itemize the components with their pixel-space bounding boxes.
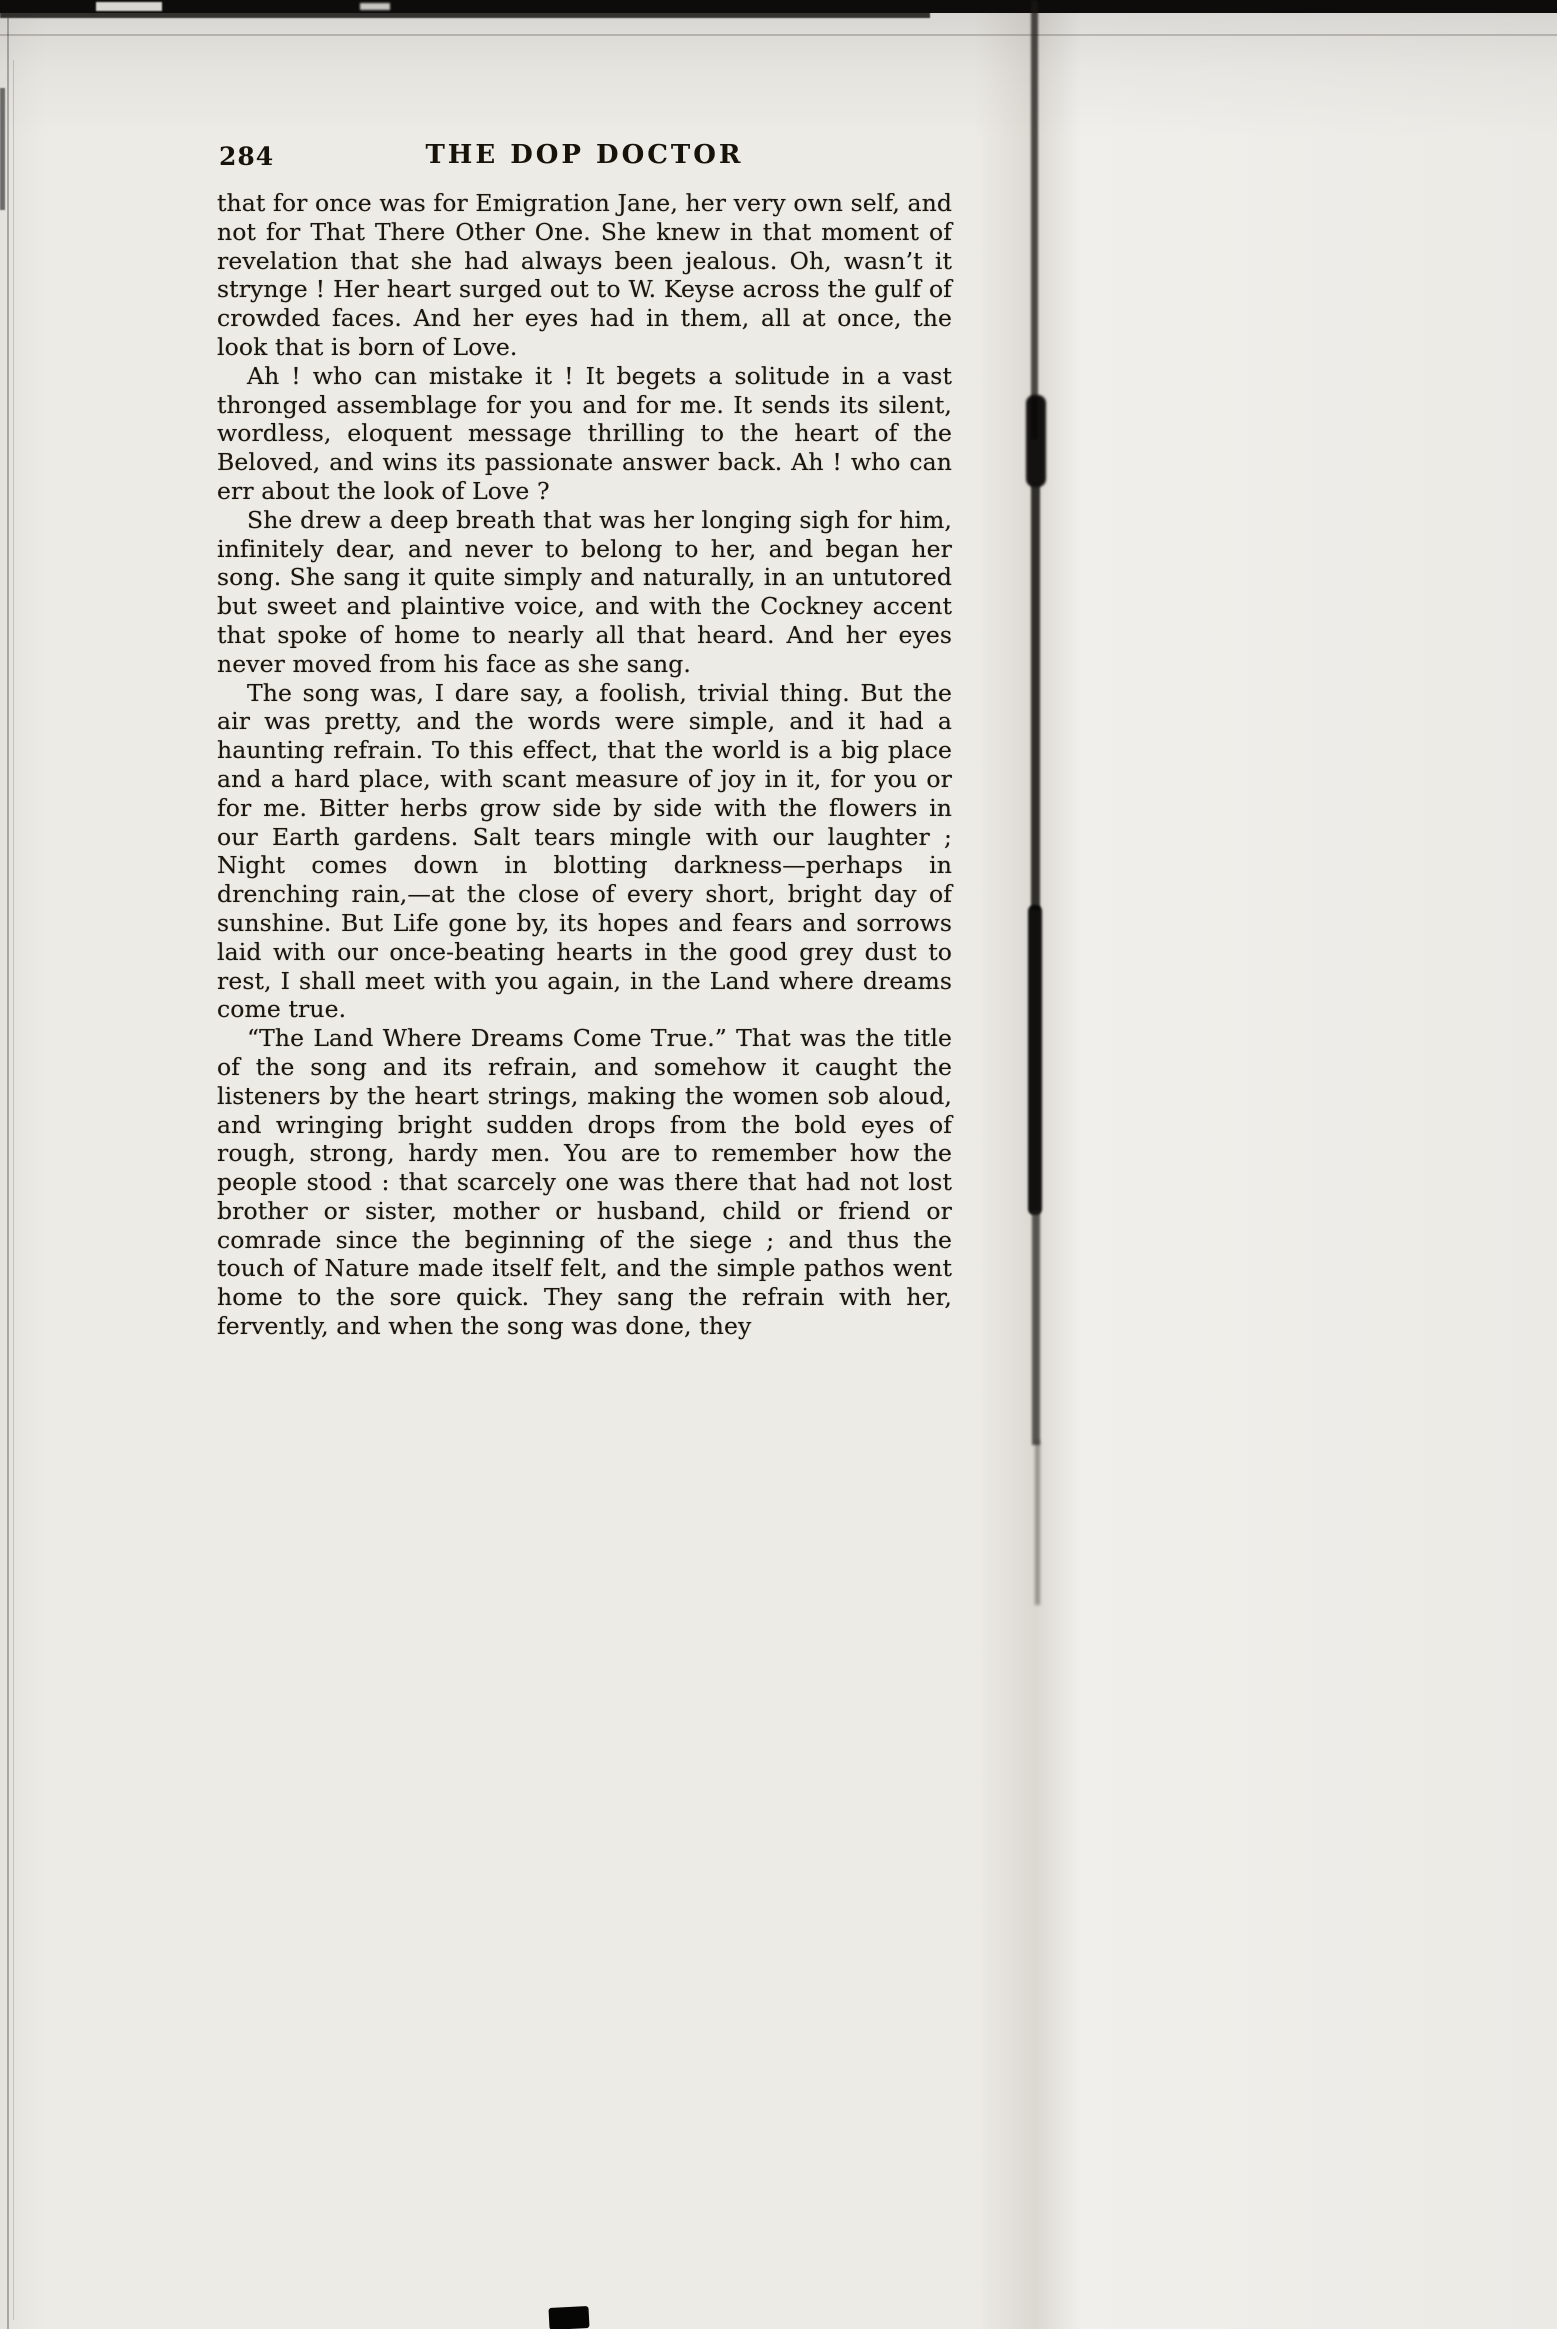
page-number: 284 — [219, 142, 275, 171]
paragraph: that for once was for Emigration Jane, her very own self, and not for That There Other One. She knew in that moment of revelation that she had always been jealous. Oh, wasn’t it strynge ! Her heart surged out to W. Keyse across the gulf of crowded faces. And her eyes had in them, all at once, the look that is born of Love. — [217, 189, 952, 361]
scan-artifact-right-streak-5 — [1032, 1210, 1040, 1445]
page-body — [217, 189, 952, 1341]
scan-artifact-right-streak-4 — [1028, 905, 1042, 1215]
scan-artifact-left-line-2 — [13, 60, 14, 2320]
scan-artifact-right-streak-1 — [1031, 0, 1038, 440]
scan-artifact-top-bar — [0, 0, 1557, 13]
scan-artifact-top-edge-line — [0, 34, 1557, 36]
page-title: THE DOP DOCTOR — [425, 140, 744, 170]
scan-artifact-left-line-1 — [7, 18, 9, 2329]
scan-artifact-right-streak-3 — [1031, 482, 1040, 910]
paragraph: She drew a deep breath that was her longing sigh for him, infinitely dear, and never to belong to her, and began her song. She sang it quite simply and naturally, in an untutored but sweet and plaintive voice, and with the Cockney accent that spoke of home to nearly all that heard. And her eyes never moved from his face as she sang. — [217, 505, 952, 678]
scan-artifact-top-gap — [96, 2, 162, 11]
paragraph: The song was, I dare say, a foolish, trivial thing. But the air was pretty, and the words were simple, and it had a haunting refrain. To this effect, that the world is a big place and a hard place, with scant measure of joy in it, for you or for me. Bitter herbs grow side by side with the flowers in our Earth gardens. Salt tears mingle with our laughter ; Night comes down in blotting darkness—perhaps in drenching rain,—at the close of every short, bright day of sunshine. But Life gone by, its hopes and fears and sorrows laid with our once-beating hearts in the good grey dust to rest, I shall meet with you again, in the Land where dreams come true. — [217, 678, 952, 1024]
scan-artifact-right-streak-6 — [1035, 1440, 1040, 1605]
scan-artifact-top-bar-lower — [0, 12, 930, 18]
scan-artifact-bottom-mark — [548, 2306, 589, 2329]
scan-artifact-top-gap-2 — [360, 3, 390, 10]
paragraph: “The Land Where Dreams Come True.” That was the title of the song and its refrain, and somehow it caught the listeners by the heart strings, making the women sob aloud, and wringing bright sudden drops from the bold eyes of rough, strong, hardy men. You are to remember how the people stood : that scarcely one was there that had not lost brother or sister, mother or husband, child or friend or comrade since the beginning of the siege ; and thus the touch of Nature made itself felt, and the simple pathos went home to the sore quick. They sang the refrain with her, fervently, and when the song was done, they — [217, 1024, 952, 1341]
paragraph: Ah ! who can mistake it ! It begets a solitude in a vast thronged assemblage for you and for me. It sends its silent, wordless, eloquent message thrilling to the heart of the Beloved, and wins its passionate answer back. Ah ! who can err about the look of Love ? — [217, 361, 952, 505]
page-header — [217, 140, 952, 176]
scan-artifact-left-mark — [0, 88, 5, 210]
scan-artifact-right-streak-2 — [1026, 395, 1046, 487]
